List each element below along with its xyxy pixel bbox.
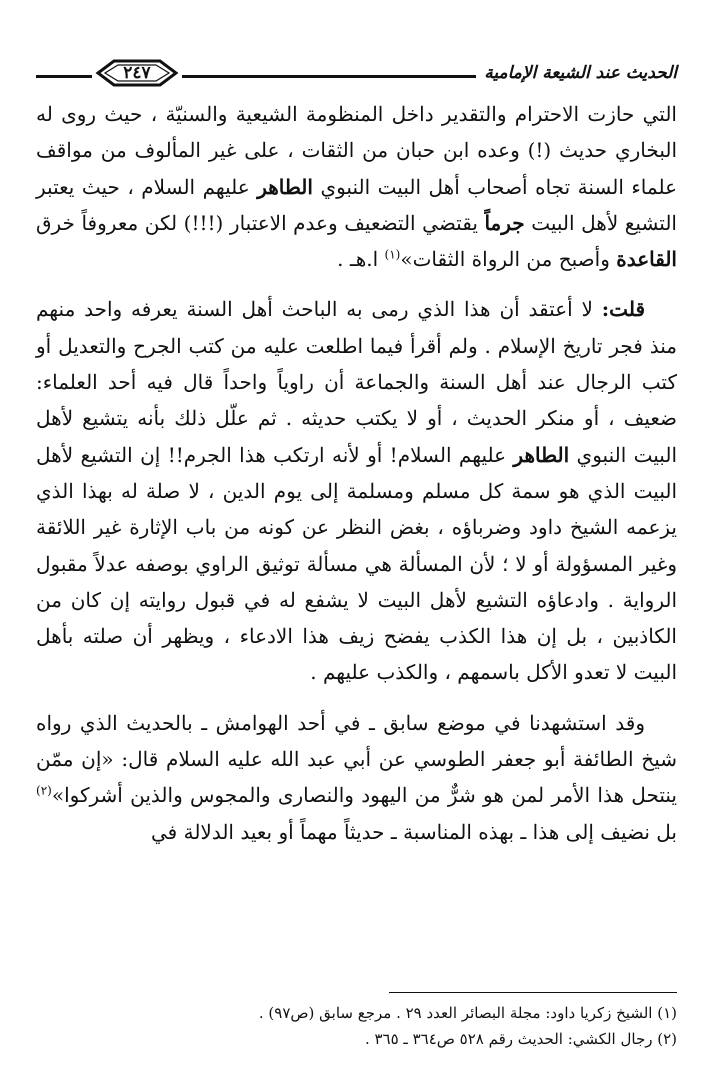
text-run: عليهم السلام! أو لأنه ارتكب هذا الجرم!! إن التشيع لأهل البيت الذي هو سمة كل مسلم ومسلمة إلى يوم الدين ، لا صلة له بهذا الذي يزعمه الشيخ داود وضرباؤه ، بغض النظر عن كونه من باب الإثارة غير اللائقة وغير المسؤولة أو لا ؛ لأن المسألة هي مسألة توثيق الراوي بوصفه عدلاً مقبول الرواية . وادعاؤه التشيع لأهل البيت لا يشفع له في قبول روايته إن كان من الكاذبين ، بل إن هذا الكذب يفضح زيف هذا الادعاء ، ويظهر أن صلته بأهل البيت لا تعدو الأكل باسمهم ، والكذب عليهم . <box>36 442 678 685</box>
paragraph-1 <box>36 96 677 277</box>
text-run: التي حازت الاحترام والتقدير داخل المنظومة الشيعية والسنيّة ، حيث روى له البخاري حديث (!) وعده ابن حبان من الثقات ، على غير المألوف من مواقف علماء السنة تجاه أصحاب أهل البيت النبوي <box>36 102 678 199</box>
bold-term: الطاهر <box>513 442 570 467</box>
text-run: عليهم السلام ، حيث يعتبر التشيع لأهل البيت <box>36 174 677 235</box>
bold-term: الطاهر <box>257 174 313 199</box>
bold-term: القاعدة <box>616 247 677 272</box>
bold-term: جرماً <box>484 210 525 235</box>
footnote-1: (١) الشيخ زكريا داود: مجلة البصائر العدد ٢٩ . مرجع سابق (ص٩٧) . <box>258 1004 677 1022</box>
main-text <box>36 96 677 850</box>
text-run: بل نضيف إلى هذا ـ بهذه المناسبة ـ حديثاً مهماً أو بعيد الدلالة في <box>151 819 677 844</box>
text-run: ا.هـ . <box>337 247 385 272</box>
footnote-2: (٢) رجال الكشي: الحديث رقم ٥٢٨ ص٣٦٤ ـ ٣٦٥ . <box>364 1030 677 1048</box>
footnotes <box>36 1000 677 1052</box>
footnote-ref-2[interactable]: (٢) <box>36 783 52 798</box>
running-header <box>36 58 677 88</box>
page-number-frame <box>92 58 182 88</box>
page-number: ٢٤٧ <box>123 63 151 83</box>
lead-word: قلت: <box>601 297 645 322</box>
text-run: يقتضي التضعيف وعدم الاعتبار (!!!) لكن معروفاً خرق <box>36 210 485 235</box>
footnote-ref-1[interactable]: (١) <box>384 247 401 262</box>
footnote-separator <box>389 992 677 993</box>
text-run: وقد استشهدنا في موضع سابق ـ في أحد الهوامش ـ بالحديث الذي رواه شيخ الطائفة أبو جعفر الطوسي عن أبي عبد الله عليه السلام قال: «إن ممّن ينتحل هذا الأمر لمن هو شرٌّ من اليهود والنصارى والمجوس والذين أشركوا» <box>36 710 677 808</box>
text-run: وأصبح من الرواة الثقات» <box>400 247 617 272</box>
running-title: الحديث عند الشيعة الإمامية <box>476 58 677 88</box>
text-run: لا أعتقد أن هذا الذي رمى به الباحث أهل السنة يعرفه واحد منهم منذ فجر تاريخ الإسلام . ولم أقرأ فيما اطلعت عليه من كتب الجرح والتعديل أو كتب الرجال عند أهل السنة والجماعة أن راوياً واحداً قال فيه أحد العلماء: ضعيف ، أو منكر الحديث ، أو لا يكتب حديثه . ثم علّل ذلك بأنه يتشيع لأهل البيت النبوي <box>36 297 677 467</box>
paragraph-2 <box>36 291 677 690</box>
paragraph-3 <box>36 705 677 850</box>
